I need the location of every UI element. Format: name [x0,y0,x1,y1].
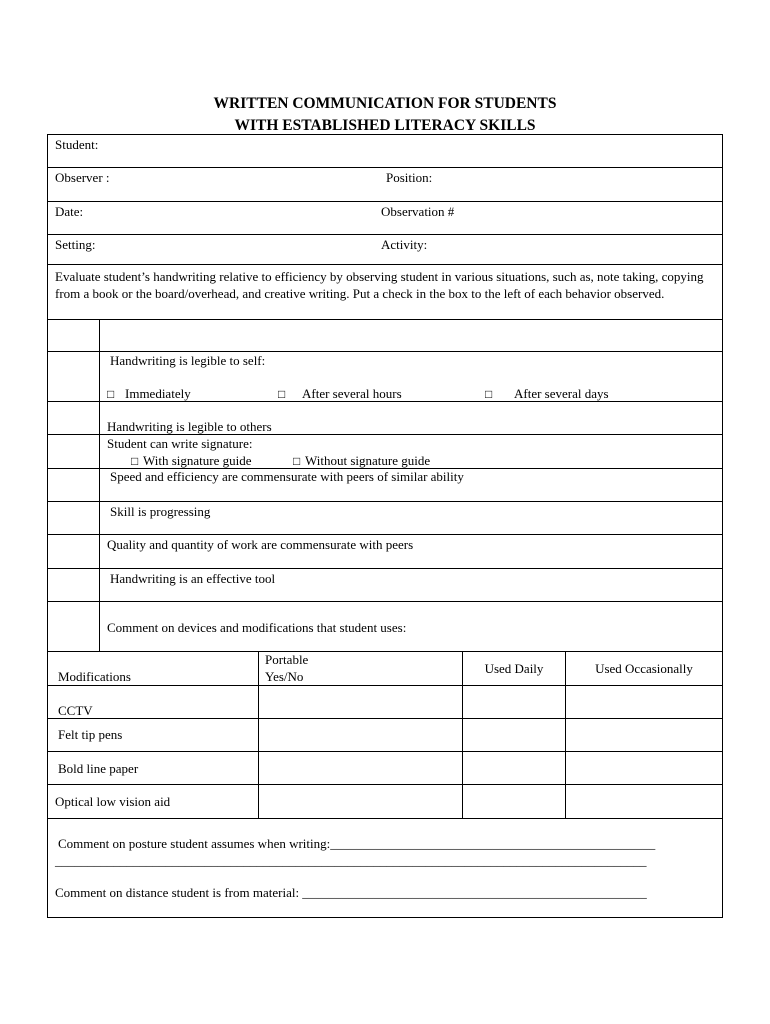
table-row-label: CCTV [58,703,93,718]
checkbox-with-signature-guide[interactable]: □ [131,454,139,468]
check-cell[interactable] [48,569,99,601]
check-cell[interactable] [48,502,99,534]
activity-field[interactable]: Activity: [381,237,428,252]
observer-field[interactable]: Observer : [55,170,110,185]
option-with-signature-guide: With signature guide [143,453,252,468]
signature-label: Student can write signature: [107,436,253,451]
portable-header: Portable [265,652,309,667]
divider [47,501,723,502]
date-field[interactable]: Date: [55,204,84,219]
divider [47,651,723,652]
option-after-several-hours: After several hours [302,386,402,401]
divider [47,167,723,168]
option-after-several-days: After several days [514,386,609,401]
form-title-line-2: WITH ESTABLISHED LITERACY SKILLS [234,117,536,134]
quality-quantity-label: Quality and quantity of work are commensurate with peers [107,537,414,552]
table-row-label: Bold line paper [58,761,139,776]
portable-yes-no-header: Yes/No [265,669,304,684]
divider [47,601,723,602]
legible-to-self-label: Handwriting is legible to self: [110,353,266,368]
divider [47,718,723,719]
table-row-label: Optical low vision aid [55,794,171,809]
check-cell[interactable] [48,352,99,401]
check-cell[interactable] [48,535,99,568]
legible-to-others-label: Handwriting is legible to others [107,419,272,434]
distance-comment-field[interactable]: Comment on distance student is from material: _____________________________________________________ [55,885,647,900]
used-occasionally-header: Used Occasionally [595,661,693,676]
divider [47,685,723,686]
divider [47,534,723,535]
posture-comment-field[interactable]: Comment on posture student assumes when writing:__________________________________________________ [58,836,656,851]
check-cell[interactable] [48,602,99,651]
checkbox-without-signature-guide[interactable]: □ [293,454,301,468]
divider [47,319,723,320]
check-cell[interactable] [48,402,99,434]
option-immediately: Immediately [125,386,191,401]
student-field[interactable]: Student: [55,137,99,152]
divider [47,818,723,819]
setting-field[interactable]: Setting: [55,237,96,252]
divider [47,568,723,569]
check-cell[interactable] [48,320,99,351]
form-title-line-1: WRITTEN COMMUNICATION FOR STUDENTS [213,95,557,112]
divider [47,234,723,235]
divider [47,351,723,352]
effective-tool-label: Handwriting is an effective tool [110,571,276,586]
divider [47,201,723,202]
checkbox-after-several-days[interactable]: □ [485,387,493,401]
speed-efficiency-label: Speed and efficiency are commensurate with peers of similar ability [110,469,464,484]
table-row-label: Felt tip pens [58,727,123,742]
divider [47,784,723,785]
used-daily-header: Used Daily [484,661,544,676]
divider [47,751,723,752]
table-column-divider [258,651,259,818]
modifications-header: Modifications [58,669,131,684]
observation-number-field[interactable]: Observation # [381,204,455,219]
check-cell[interactable] [48,435,99,468]
instructions-text: Evaluate student’s handwriting relative to efficiency by observing student in various situations, such as, note taking, copying from a book or the board/overhead, and creative writing. Put a check in the box to the left of each behavior observed. [55,269,704,301]
position-field[interactable]: Position: [386,170,433,185]
posture-comment-continuation-line[interactable]: ___________________________________________________________________________________________ [55,853,647,868]
skill-progressing-label: Skill is progressing [110,504,211,519]
checkbox-after-several-hours[interactable]: □ [278,387,286,401]
option-without-signature-guide: Without signature guide [305,453,431,468]
check-cell[interactable] [48,469,99,501]
checkbox-immediately[interactable]: □ [107,387,115,401]
devices-comment-label: Comment on devices and modifications that student uses: [107,620,407,635]
divider [47,264,723,265]
